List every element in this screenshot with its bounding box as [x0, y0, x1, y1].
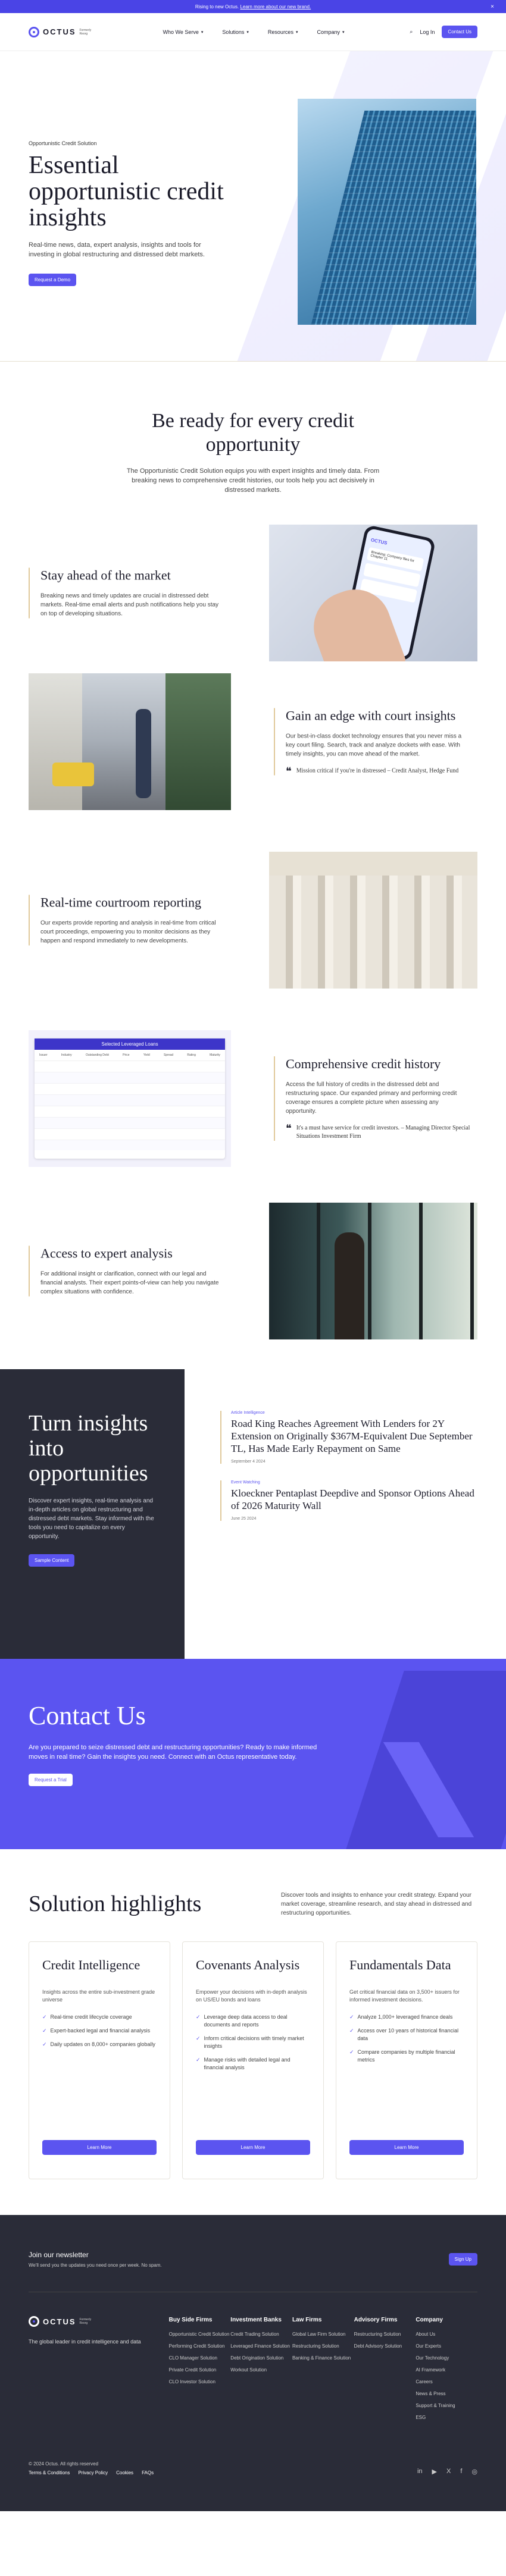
card-bullet: ✓ Analyze 1,000+ leveraged finance deals [349, 2014, 453, 2020]
hero-eyebrow: Opportunistic Credit Solution [29, 140, 97, 146]
feature-title: Access to expert analysis [40, 1245, 173, 1261]
nav-item-resources[interactable]: Resources ▾ [267, 29, 298, 35]
insights-section [0, 1369, 506, 1659]
contact-desc: Are you prepared to seize distressed debt and restructuring opportunities? Ready to make informed moves in real time? Gain the insights you need. Connect with an Octus representative today. [29, 1744, 317, 1761]
check-icon: ✓ [42, 2041, 47, 2047]
check-icon: ✓ [349, 2049, 354, 2055]
feature-title: Real-time courtroom reporting [40, 895, 202, 910]
nav-item-company[interactable]: Company ▾ [317, 29, 345, 35]
logo-icon [29, 27, 39, 37]
solutions-title: Solution highlights [29, 1891, 202, 1916]
article-title[interactable]: Road King Reaches Agreement With Lenders for 2Y Extension on Originally $367M-Equivalent Due September TL, Has Made Early Repayment on Same [231, 1418, 473, 1454]
copyright: © 2024 Octus. All rights reserved [29, 2461, 99, 2467]
solution-card-covenants [182, 1941, 324, 2179]
logo-sub: Formerly Reorg [79, 28, 92, 36]
feature-title: Comprehensive credit history [286, 1056, 441, 1071]
insights-desc: Discover expert insights, real-time analysis and in-depth articles on global restructuring and distressed debt markets. Stay informed with the tools you need to capitalize on every opportunity. [29, 1498, 154, 1540]
card-title: Covenants Analysis [196, 1957, 300, 1972]
article-date: June 25 2024 [231, 1517, 257, 1521]
footer-link[interactable]: Restructuring Solution [354, 2332, 401, 2337]
phone-alert-text: Breaking: Company files for Chapter 11 [367, 547, 424, 572]
footer-link[interactable]: Our Experts [416, 2343, 441, 2349]
footer-link[interactable]: Opportunistic Credit Solution [168, 2332, 230, 2337]
chevron-down-icon: ▾ [246, 30, 249, 34]
footer-link[interactable]: Debt Origination Solution [230, 2355, 284, 2361]
article-date: September 4 2024 [231, 1460, 266, 1464]
footer-link[interactable]: Workout Solution [230, 2367, 267, 2373]
feature-desc: Our experts provide reporting and analysis in real-time from critical court proceedings, empowering you to monitor decisions as they happen and respond immediately to new developments. [40, 920, 216, 945]
quote-icon: ❝ [286, 765, 292, 777]
ready-section [0, 362, 506, 519]
footer-link[interactable]: Careers [416, 2379, 433, 2384]
logo[interactable] [29, 27, 96, 37]
search-icon[interactable]: ⌕ [410, 29, 413, 34]
login-link[interactable]: Log In [420, 29, 435, 35]
cookies-link[interactable]: Cookies [116, 2470, 134, 2475]
check-icon: ✓ [349, 2014, 354, 2020]
nav-item-solutions[interactable]: Solutions ▾ [222, 29, 249, 35]
check-icon: ✓ [349, 2028, 354, 2034]
footer-link[interactable]: About Us [416, 2332, 436, 2337]
feature-expert-analysis [0, 1203, 506, 1339]
footer-link[interactable]: Banking & Finance Solution [292, 2355, 351, 2361]
ready-title: Be ready for every credit opportunity [152, 410, 354, 456]
footer-link[interactable]: Performing Credit Solution [168, 2343, 225, 2349]
check-icon: ✓ [196, 2035, 201, 2041]
phone-app-name: OCTUS [370, 537, 388, 546]
footer-link[interactable]: Credit Trading Solution [230, 2332, 279, 2337]
chevron-down-icon: ▾ [295, 30, 298, 34]
street-image [29, 673, 231, 810]
check-icon: ✓ [42, 2014, 47, 2020]
learn-more-button[interactable]: Learn More [42, 2140, 157, 2155]
facebook-icon[interactable]: f [460, 2468, 463, 2475]
testimonial-quote: ❝ Mission critical if you're in distressed – Credit Analyst, Hedge Fund [286, 765, 459, 777]
x-icon[interactable]: X [446, 2468, 451, 2475]
check-icon: ✓ [196, 2014, 201, 2020]
globe-icon[interactable]: ◎ [471, 2468, 477, 2475]
article-card[interactable] [220, 1411, 482, 1464]
feature-desc: Breaking news and timely updates are crucial in distressed debt markets. Real-time email alerts and push notifications help you stay on top of developing situations. [40, 592, 219, 617]
contact-us-button[interactable]: Contact Us [442, 26, 477, 38]
footer-logo[interactable]: OCTUS Formerly Reorg [29, 2316, 169, 2327]
card-bullet: ✓ Expert-backed legal and financial analysis [42, 2028, 151, 2034]
footer-col-advisory: Advisory Firms Restructuring Solution Debt Advisory Solution [354, 2316, 416, 2426]
solution-card-credit-intelligence [29, 1941, 170, 2179]
announcement-banner [0, 0, 506, 13]
contact-section [0, 1659, 506, 1849]
footer-link[interactable]: Our Technology [416, 2355, 449, 2361]
learn-more-button[interactable]: Learn More [196, 2140, 310, 2155]
newsletter-title: Join our newsletter [29, 2251, 89, 2259]
footer-link[interactable]: CLO Manager Solution [168, 2355, 218, 2361]
linkedin-icon[interactable]: in [417, 2468, 423, 2475]
ready-description: The Opportunistic Credit Solution equips you with expert insights and timely data. From breaking news to comprehensive credit histories, our tools help you act decisively in distressed markets. [126, 467, 380, 494]
footer-link[interactable]: Global Law Firm Solution [292, 2332, 346, 2337]
faqs-link[interactable]: FAQs [142, 2470, 154, 2475]
card-bullet: ✓ Manage risks with detailed legal and financial analysis [196, 2057, 291, 2070]
hero-description: Real-time news, data, expert analysis, insights and tools for investing in global restructuring and distressed debt markets. [29, 241, 205, 258]
testimonial-quote: ❝ It's a must have service for credit investors. – Managing Director Special Situations Investment Firm [286, 1122, 470, 1140]
footer-link[interactable]: Debt Advisory Solution [354, 2343, 402, 2349]
footer-col-investment-banks: Investment Banks Credit Trading Solution Leveraged Finance Solution Debt Origination Solution Workout Solution [230, 2316, 292, 2426]
article-tag: Event Watching [231, 1480, 260, 1485]
leveraged-loans-table-image: Selected Leveraged Loans Issuer Industry Outstanding Debt Price Yield Spread Rating Maturity [29, 1030, 231, 1167]
footer-col-law-firms: Law Firms Global Law Firm Solution Restructuring Solution Banking & Finance Solution [292, 2316, 354, 2426]
insights-title: Turn insights into opportunities [29, 1411, 148, 1486]
feature-desc: For additional insight or clarification, connect with our legal and financial analysts. Their expert points-of-view can help you navigate complex situations with confidence. [40, 1270, 219, 1295]
logo-icon [29, 2316, 39, 2327]
card-bullet: ✓ Daily updates on 8,000+ companies globally [42, 2041, 155, 2047]
card-title: Fundamentals Data [349, 1957, 451, 1972]
solutions-desc: Discover tools and insights to enhance your credit strategy. Expand your market coverage, streamline research, and stay ahead in distressed and restructuring opportunities. [281, 1892, 472, 1916]
feature-title: Stay ahead of the market [40, 567, 171, 583]
card-bullet: ✓ Real-time credit lifecycle coverage [42, 2014, 132, 2020]
article-tag: Article Intelligence [231, 1411, 265, 1415]
check-icon: ✓ [42, 2028, 47, 2034]
banner-text: Rising to new Octus. [195, 4, 239, 10]
feature-courtroom-reporting [0, 852, 506, 989]
hero-section [0, 51, 506, 362]
footer-col-buy-side: Buy Side Firms Opportunistic Credit Solution Performing Credit Solution CLO Manager Solution Private Credit Solution CLO Investor Solution [169, 2316, 231, 2426]
hero-building-image [298, 99, 476, 325]
solution-card-fundamentals [336, 1941, 477, 2179]
banner-link[interactable]: Learn more about our new brand. [240, 4, 311, 10]
close-icon[interactable]: × [491, 3, 494, 10]
feature-credit-history [0, 1030, 506, 1167]
card-title: Credit Intelligence [42, 1957, 140, 1972]
article-card[interactable] [220, 1480, 482, 1521]
chevron-down-icon: ▾ [342, 30, 345, 34]
card-lead: Insights across the entire sub-investment grade universe [42, 1989, 155, 2003]
card-bullet: ✓ Inform critical decisions with timely market insights [196, 2035, 304, 2049]
terms-link[interactable]: Terms & Conditions [29, 2470, 70, 2475]
footer-brand-desc: The global leader in credit intelligence and data [29, 2339, 141, 2345]
check-icon: ✓ [196, 2057, 201, 2063]
footer-col-company: Company About Us Our Experts Our Technology AI Framework Careers News & Press Support & Training ESG [416, 2316, 477, 2426]
footer-link[interactable]: Restructuring Solution [292, 2343, 339, 2349]
card-bullet: ✓ Leverage deep data access to deal documents and reports [196, 2014, 288, 2028]
quote-icon: ❝ [286, 1122, 292, 1134]
footer-link[interactable]: Leveraged Finance Solution [230, 2343, 290, 2349]
card-lead: Get critical financial data on 3,500+ issuers for informed investment decisions. [349, 1989, 460, 2003]
request-demo-button[interactable]: Request a Demo [29, 274, 76, 286]
nav-item-who-we-serve[interactable]: Who We Serve ▾ [163, 29, 204, 35]
privacy-link[interactable]: Privacy Policy [78, 2470, 108, 2475]
footer-link[interactable]: Support & Training [416, 2403, 455, 2408]
card-bullet: ✓ Access over 10 years of historical financial data [349, 2028, 459, 2041]
article-title[interactable]: Kloeckner Pentaplast Deepdive and Sponsor Options Ahead of 2026 Maturity Wall [231, 1488, 474, 1511]
footer-link[interactable]: Private Credit Solution [168, 2367, 217, 2373]
sample-content-button[interactable]: Sample Content [29, 1554, 74, 1567]
footer [0, 2215, 506, 2511]
newsletter-desc: We'll send you the updates you need once per week. No spam. [29, 2263, 162, 2268]
footer-link[interactable]: AI Framework [416, 2367, 446, 2373]
newsletter [29, 2251, 477, 2292]
sign-up-button[interactable]: Sign Up [449, 2253, 477, 2266]
feature-desc: Access the full history of credits in the distressed debt and restructuring space. Our expanded primary and performing credit coverage ensures a complete picture when assessing any opportunity. [286, 1081, 457, 1115]
card-bullet: ✓ Compare companies by multiple financial metrics [349, 2049, 455, 2063]
footer-link[interactable]: News & Press [416, 2391, 446, 2396]
request-trial-button[interactable]: Request a Trial [29, 1774, 73, 1786]
contact-title: Contact Us [29, 1701, 146, 1730]
solutions-section [0, 1849, 506, 2215]
table-title: Selected Leveraged Loans [35, 1038, 225, 1050]
feature-stay-ahead [0, 525, 506, 661]
logo-text: OCTUS [43, 27, 76, 36]
hero-title: Essential opportunistic credit insights [29, 152, 224, 231]
youtube-icon[interactable]: ▶ [432, 2468, 437, 2475]
feature-title: Gain an edge with court insights [286, 708, 456, 723]
feature-court-insights [0, 673, 506, 810]
feature-desc: Our best-in-class docket technology ensures that you never miss a key court filing. Search, track and analyze dockets with ease. With timely insights, you can move ahead of the market. [286, 733, 462, 758]
top-nav [0, 13, 506, 51]
learn-more-button[interactable]: Learn More [349, 2140, 464, 2155]
footer-link[interactable]: CLO Investor Solution [168, 2379, 215, 2384]
columns-image [269, 852, 477, 989]
footer-link[interactable]: ESG [416, 2415, 426, 2420]
card-lead: Empower your decisions with in-depth analysis on US/EU bonds and loans [196, 1989, 307, 2003]
phone-alert-image [269, 525, 477, 661]
chevron-down-icon: ▾ [201, 30, 204, 34]
office-window-image [269, 1203, 477, 1339]
